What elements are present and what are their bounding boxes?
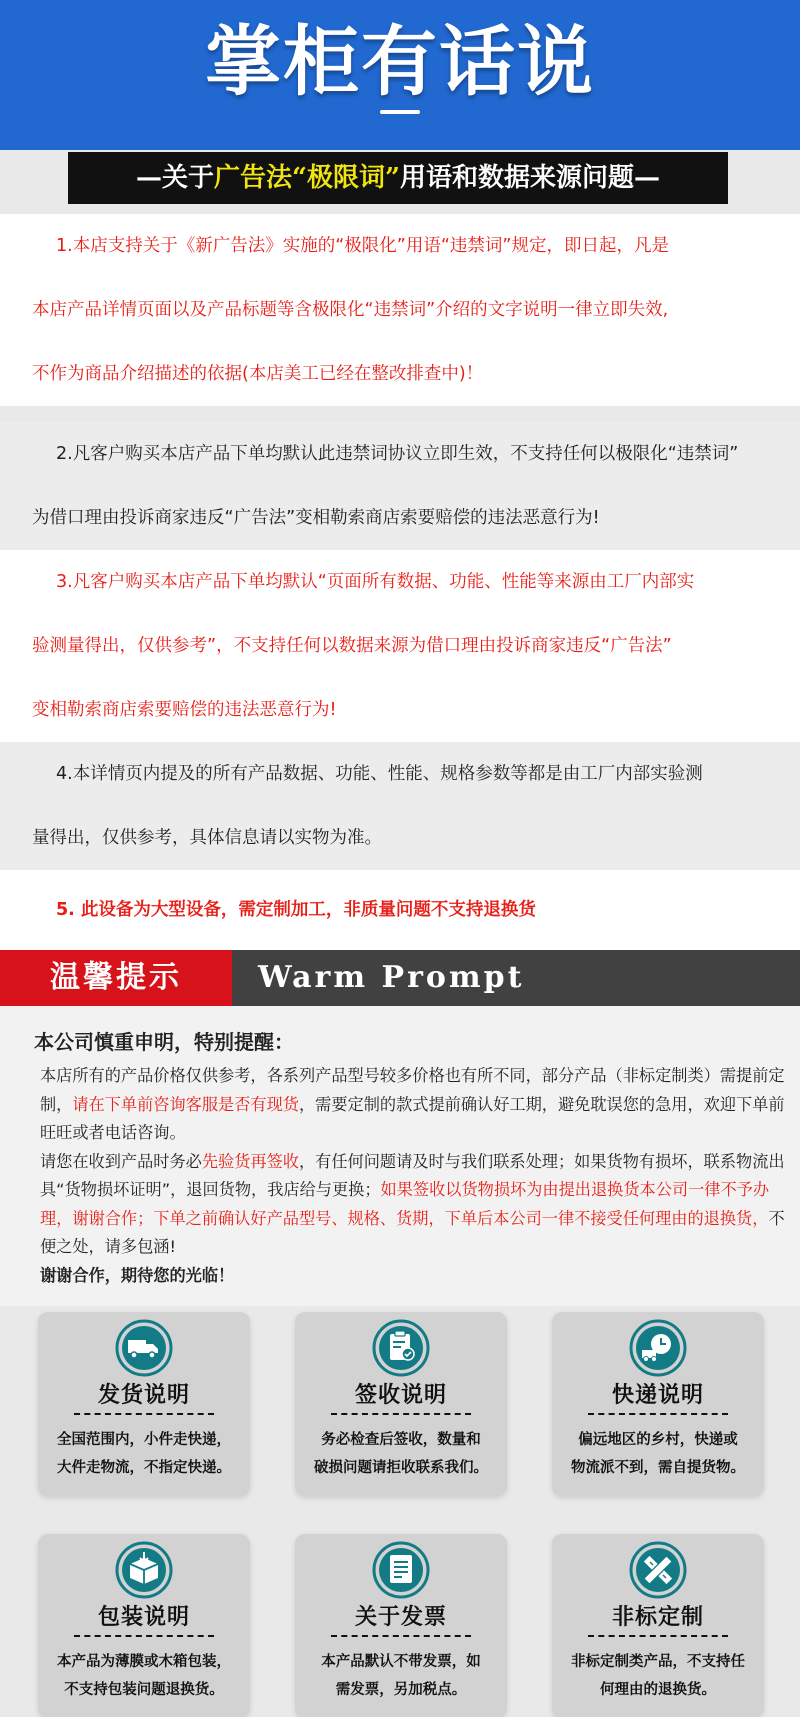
notice-text: ，需要定制的款式提前确认好工期，避免耽误您的急用，欢迎下单前旺旺或者电话咨询。 xyxy=(40,1094,785,1142)
title-underline xyxy=(380,110,420,114)
card-divider xyxy=(331,1413,471,1415)
statement-line: 5. 此设备为大型设备，需定制加工，非质量问题不支持退换货 xyxy=(56,900,536,920)
warm-prompt-bar xyxy=(0,950,800,1006)
info-cards xyxy=(0,1306,800,1717)
banner-prefix: —关于 xyxy=(136,163,215,193)
banner-suffix: 用语和数据来源问题— xyxy=(399,163,660,193)
card-text-line: 物流派不到，需自提货物。 xyxy=(571,1460,745,1476)
card-text xyxy=(562,1426,754,1482)
card-text-line: 偏远地区的乡村，快递或 xyxy=(578,1432,738,1448)
card-divider xyxy=(74,1635,214,1637)
card-text-line: 不支持包装问题退换货。 xyxy=(64,1682,224,1698)
warm-prompt-en: Warm Prompt xyxy=(258,960,525,995)
notice-body xyxy=(12,1062,788,1290)
card-title: 关于发票 xyxy=(354,1605,447,1630)
notice-text: ，有任何问题请及时与我们联系处理；如果货物有损坏，联系物流出具“货物损坏证明”，退回货物，我店给与更换； xyxy=(40,1151,785,1199)
card-divider xyxy=(74,1413,214,1415)
notice-text: 不便之处，请多包涵! xyxy=(40,1208,785,1256)
statement-1 xyxy=(0,214,800,406)
statement-line: 不作为商品介绍描述的依据(本店美工已经在整改排查中)！ xyxy=(32,364,484,384)
clipboard-check-icon xyxy=(371,1318,431,1378)
notice-heading: 本公司慎重申明，特别提醒： xyxy=(34,1030,294,1054)
banner-highlight-words: “极限词” xyxy=(292,163,400,193)
statement-4 xyxy=(0,742,800,870)
card-packaging xyxy=(38,1534,250,1717)
card-express xyxy=(552,1312,764,1496)
card-text-line: 全国范围内，小件走快递， xyxy=(57,1432,231,1448)
statement-line: 1.本店支持关于《新广告法》实施的“极限化”用语“违禁词”规定，即日起，凡是 xyxy=(56,236,669,256)
notice-paragraph xyxy=(12,1148,788,1262)
statement-line: 量得出，仅供参考，具体信息请以实物为准。 xyxy=(32,828,382,848)
notice-paragraph xyxy=(12,1062,788,1148)
header xyxy=(0,0,800,150)
card-shipping xyxy=(38,1312,250,1496)
notice-text-red: 先验货再签收 xyxy=(201,1151,299,1171)
notice-text: 本店所有的产品价格仅供参考，各系列产品型号较多价格也有所不同，部分产品（非标定制类）需提前定制， xyxy=(40,1066,785,1114)
ruler-pencil-icon xyxy=(628,1540,688,1600)
card-text-line: 非标定制类产品，不支持任 xyxy=(571,1654,745,1670)
statement-line: 验测量得出，仅供参考”，不支持任何以数据来源为借口理由投诉商家违反“广告法” xyxy=(32,636,672,656)
banner-highlight-law: 广告法 xyxy=(214,163,293,193)
statement-line: 2.凡客户购买本店产品下单均默认此违禁词协议立即生效，不支持任何以极限化“违禁词” xyxy=(56,444,739,464)
statement-2 xyxy=(0,422,800,550)
statement-line: 3.凡客户购买本店产品下单均默认“页面所有数据、功能、性能等来源由工厂内部实 xyxy=(56,572,695,592)
invoice-icon xyxy=(371,1540,431,1600)
topic-banner xyxy=(68,152,728,204)
statement-line: 本店产品详情页面以及产品标题等含极限化“违禁词”介绍的文字说明一律立即失效, xyxy=(32,300,669,320)
card-text-line: 务必检查后签收，数量和 xyxy=(321,1432,481,1448)
warm-prompt-cn: 温馨提示 xyxy=(0,950,232,1006)
card-title: 非标定制 xyxy=(611,1605,704,1630)
card-text-line: 本产品默认不带发票，如 xyxy=(321,1654,481,1670)
truck-icon xyxy=(114,1318,174,1378)
notice-text-red: 如果签收以货物损坏为由提出退换货本公司一律不予办理，谢谢合作；下单之前确认好产品型号、规格、货期，下单后本公司一律不接受任何理由的退换货， xyxy=(40,1180,770,1228)
statement-line: 为借口理由投诉商家违反“广告法”变相勒索商店索要赔偿的违法恶意行为! xyxy=(32,508,600,528)
notice-text-red: 请在下单前咨询客服是否有现货 xyxy=(72,1094,299,1114)
notice-text: 请您在收到产品时务必 xyxy=(40,1151,202,1171)
card-title: 签收说明 xyxy=(354,1383,447,1408)
delivery-clock-icon xyxy=(628,1318,688,1378)
card-receipt xyxy=(295,1312,507,1496)
card-text xyxy=(562,1648,754,1704)
statement-3 xyxy=(0,550,800,742)
card-text-line: 本产品为薄膜或木箱包装， xyxy=(57,1654,231,1670)
card-divider xyxy=(331,1635,471,1637)
card-divider xyxy=(588,1413,728,1415)
page-title: 掌柜有话说 xyxy=(205,17,595,106)
card-text-line: 破损问题请拒收联系我们。 xyxy=(314,1460,488,1476)
card-invoice xyxy=(295,1534,507,1717)
card-text xyxy=(48,1648,240,1704)
card-title: 包装说明 xyxy=(97,1605,190,1630)
card-text-line: 需发票，另加税点。 xyxy=(335,1682,467,1698)
card-text xyxy=(305,1426,497,1482)
card-title: 发货说明 xyxy=(97,1383,190,1408)
card-text xyxy=(48,1426,240,1482)
notice-section xyxy=(0,1006,800,1306)
card-text xyxy=(305,1648,497,1704)
card-custom xyxy=(552,1534,764,1717)
statement-5 xyxy=(0,870,800,950)
statement-line: 4.本详情页内提及的所有产品数据、功能、性能、规格参数等都是由工厂内部实验测 xyxy=(56,764,703,784)
card-title: 快递说明 xyxy=(611,1383,704,1408)
card-divider xyxy=(588,1635,728,1637)
notice-thanks: 谢谢合作，期待您的光临！ xyxy=(40,1265,235,1285)
package-icon xyxy=(114,1540,174,1600)
card-text-line: 大件走物流，不指定快递。 xyxy=(57,1460,231,1476)
statement-line: 变相勒索商店索要赔偿的违法恶意行为! xyxy=(32,700,337,720)
card-text-line: 何理由的退换货。 xyxy=(600,1682,716,1698)
